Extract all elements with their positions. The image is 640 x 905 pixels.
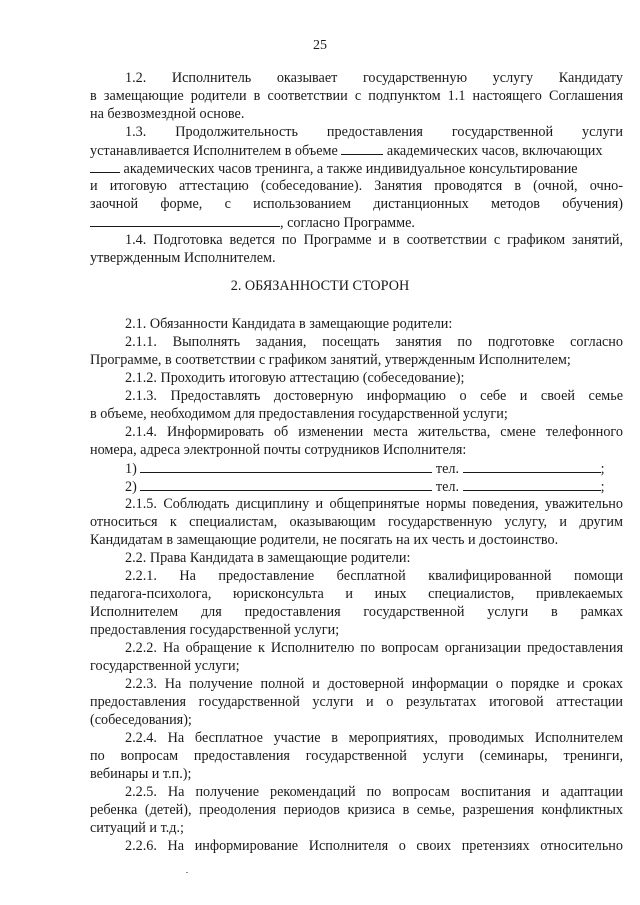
text-line: 2.2.3. На получение полной и достоверной информации о порядке и сроках bbox=[125, 676, 623, 692]
text-line: и итоговую аттестацию (собеседование). Занятия проводятся в (очной, очно- bbox=[90, 178, 623, 194]
text-line: 1.3. Продолжительность предоставления государственной услуги bbox=[125, 124, 623, 140]
text-line: (собеседования); bbox=[90, 712, 192, 728]
text-line: утвержденным Исполнителем. bbox=[90, 250, 276, 266]
text-line: 2.2. Права Кандидата в замещающие родители: bbox=[125, 550, 411, 566]
text-fragment: устанавливается Исполнителем в объеме bbox=[90, 143, 342, 159]
text-line: относиться к специалистам, оказывающим государственную услугу, и другим bbox=[90, 514, 623, 530]
text-line: 2.1.4. Информировать об изменении места жительства, смене телефонного bbox=[125, 424, 623, 440]
text-line bbox=[90, 213, 623, 231]
text-line: номера, адреса электронной почты сотрудников Исполнителя: bbox=[90, 442, 467, 458]
section-heading: 2. ОБЯЗАННОСТИ СТОРОН bbox=[230, 278, 410, 294]
text-line: ситуаций и т.д.; bbox=[90, 820, 184, 836]
text-line: педагога-психолога, юрисконсульта и иных специалистов, привлекаемых bbox=[90, 586, 623, 602]
text-line: 2.1.3. Предоставлять достоверную информацию о себе и своей семье bbox=[125, 388, 623, 404]
text-fragment: 2) bbox=[125, 479, 141, 495]
text-fragment: академических часов тренинга, а также индивидуальное консультирование bbox=[120, 161, 578, 177]
contact-line bbox=[125, 459, 623, 477]
blank-field bbox=[341, 141, 383, 155]
text-line: по вопросам предоставления государственной услуги (семинары, тренинги, bbox=[90, 748, 623, 764]
text-line: Программе, в соответствии с графиком занятий, утвержденным Исполнителем; bbox=[90, 352, 571, 368]
text-fragment: 1) bbox=[125, 461, 141, 477]
text-line: 1.2. Исполнитель оказывает государственную услугу Кандидату bbox=[125, 70, 623, 86]
text-line: 2.1.5. Соблюдать дисциплину и общепринятые нормы поведения, уважительно bbox=[125, 496, 623, 512]
blank-field bbox=[90, 159, 120, 173]
blank-field bbox=[140, 477, 432, 491]
blank-field bbox=[463, 477, 601, 491]
page-number: 25 bbox=[313, 38, 327, 53]
blank-field bbox=[90, 213, 280, 227]
text-fragment: академических часов, включающих bbox=[383, 143, 603, 159]
text-line: 2.2.4. На бесплатное участие в мероприятиях, проводимых Исполнителем bbox=[125, 730, 623, 746]
blank-field bbox=[463, 459, 601, 473]
text-line: 2.2.1. На предоставление бесплатной квалифицированной помощи bbox=[125, 568, 623, 584]
contact-line bbox=[125, 477, 623, 495]
text-line: ребенка (детей), преодоления периодов кризиса в семье, разрешения конфликтных bbox=[90, 802, 623, 818]
text-line: 1.4. Подготовка ведется по Программе и в соответствии с графиком занятий, bbox=[125, 232, 623, 248]
text-line bbox=[90, 159, 623, 177]
text-line: Исполнителем для предоставления государственной услуги в рамках bbox=[90, 604, 623, 620]
text-line: государственной услуги; bbox=[90, 658, 240, 674]
text-line: 2.1.2. Проходить итоговую аттестацию (собеседование); bbox=[125, 370, 465, 386]
text-line: вебинары и т.п.); bbox=[90, 766, 192, 782]
text-line: в замещающие родители в соответствии с подпунктом 1.1 настоящего Соглашения bbox=[90, 88, 623, 104]
text-line: предоставления государственной услуги; bbox=[90, 622, 340, 638]
text-line: в объеме, необходимом для предоставления государственной услуги; bbox=[90, 406, 508, 422]
text-fragment: тел. bbox=[432, 479, 463, 495]
text-line: 2.2.2. На обращение к Исполнителю по вопросам организации предоставления bbox=[125, 640, 623, 656]
text-fragment: тел. bbox=[432, 461, 463, 477]
text-line: предоставления государственной услуги и о результатах итоговой аттестации bbox=[90, 694, 623, 710]
text-fragment: , согласно Программе. bbox=[280, 215, 415, 231]
text-line: 2.2.5. На получение рекомендаций по вопросам воспитания и адаптации bbox=[125, 784, 623, 800]
text-line: 2.2.6. На информирование Исполнителя о своих претензиях относительно bbox=[125, 838, 623, 854]
text-line: на безвозмездной основе. bbox=[90, 106, 245, 122]
text-fragment: ; bbox=[600, 479, 605, 495]
blank-field bbox=[140, 459, 432, 473]
scan-speck bbox=[186, 872, 188, 873]
text-line: заочной форме, с использованием дистанционных методов обучения) bbox=[90, 196, 623, 212]
text-line: 2.1. Обязанности Кандидата в замещающие родители: bbox=[125, 316, 453, 332]
text-fragment: ; bbox=[600, 461, 605, 477]
text-line: 2.1.1. Выполнять задания, посещать занятия по подготовке согласно bbox=[125, 334, 623, 350]
text-line: Кандидатам в замещающие родители, не посягать на их честь и достоинство. bbox=[90, 532, 559, 548]
text-line bbox=[90, 141, 623, 159]
